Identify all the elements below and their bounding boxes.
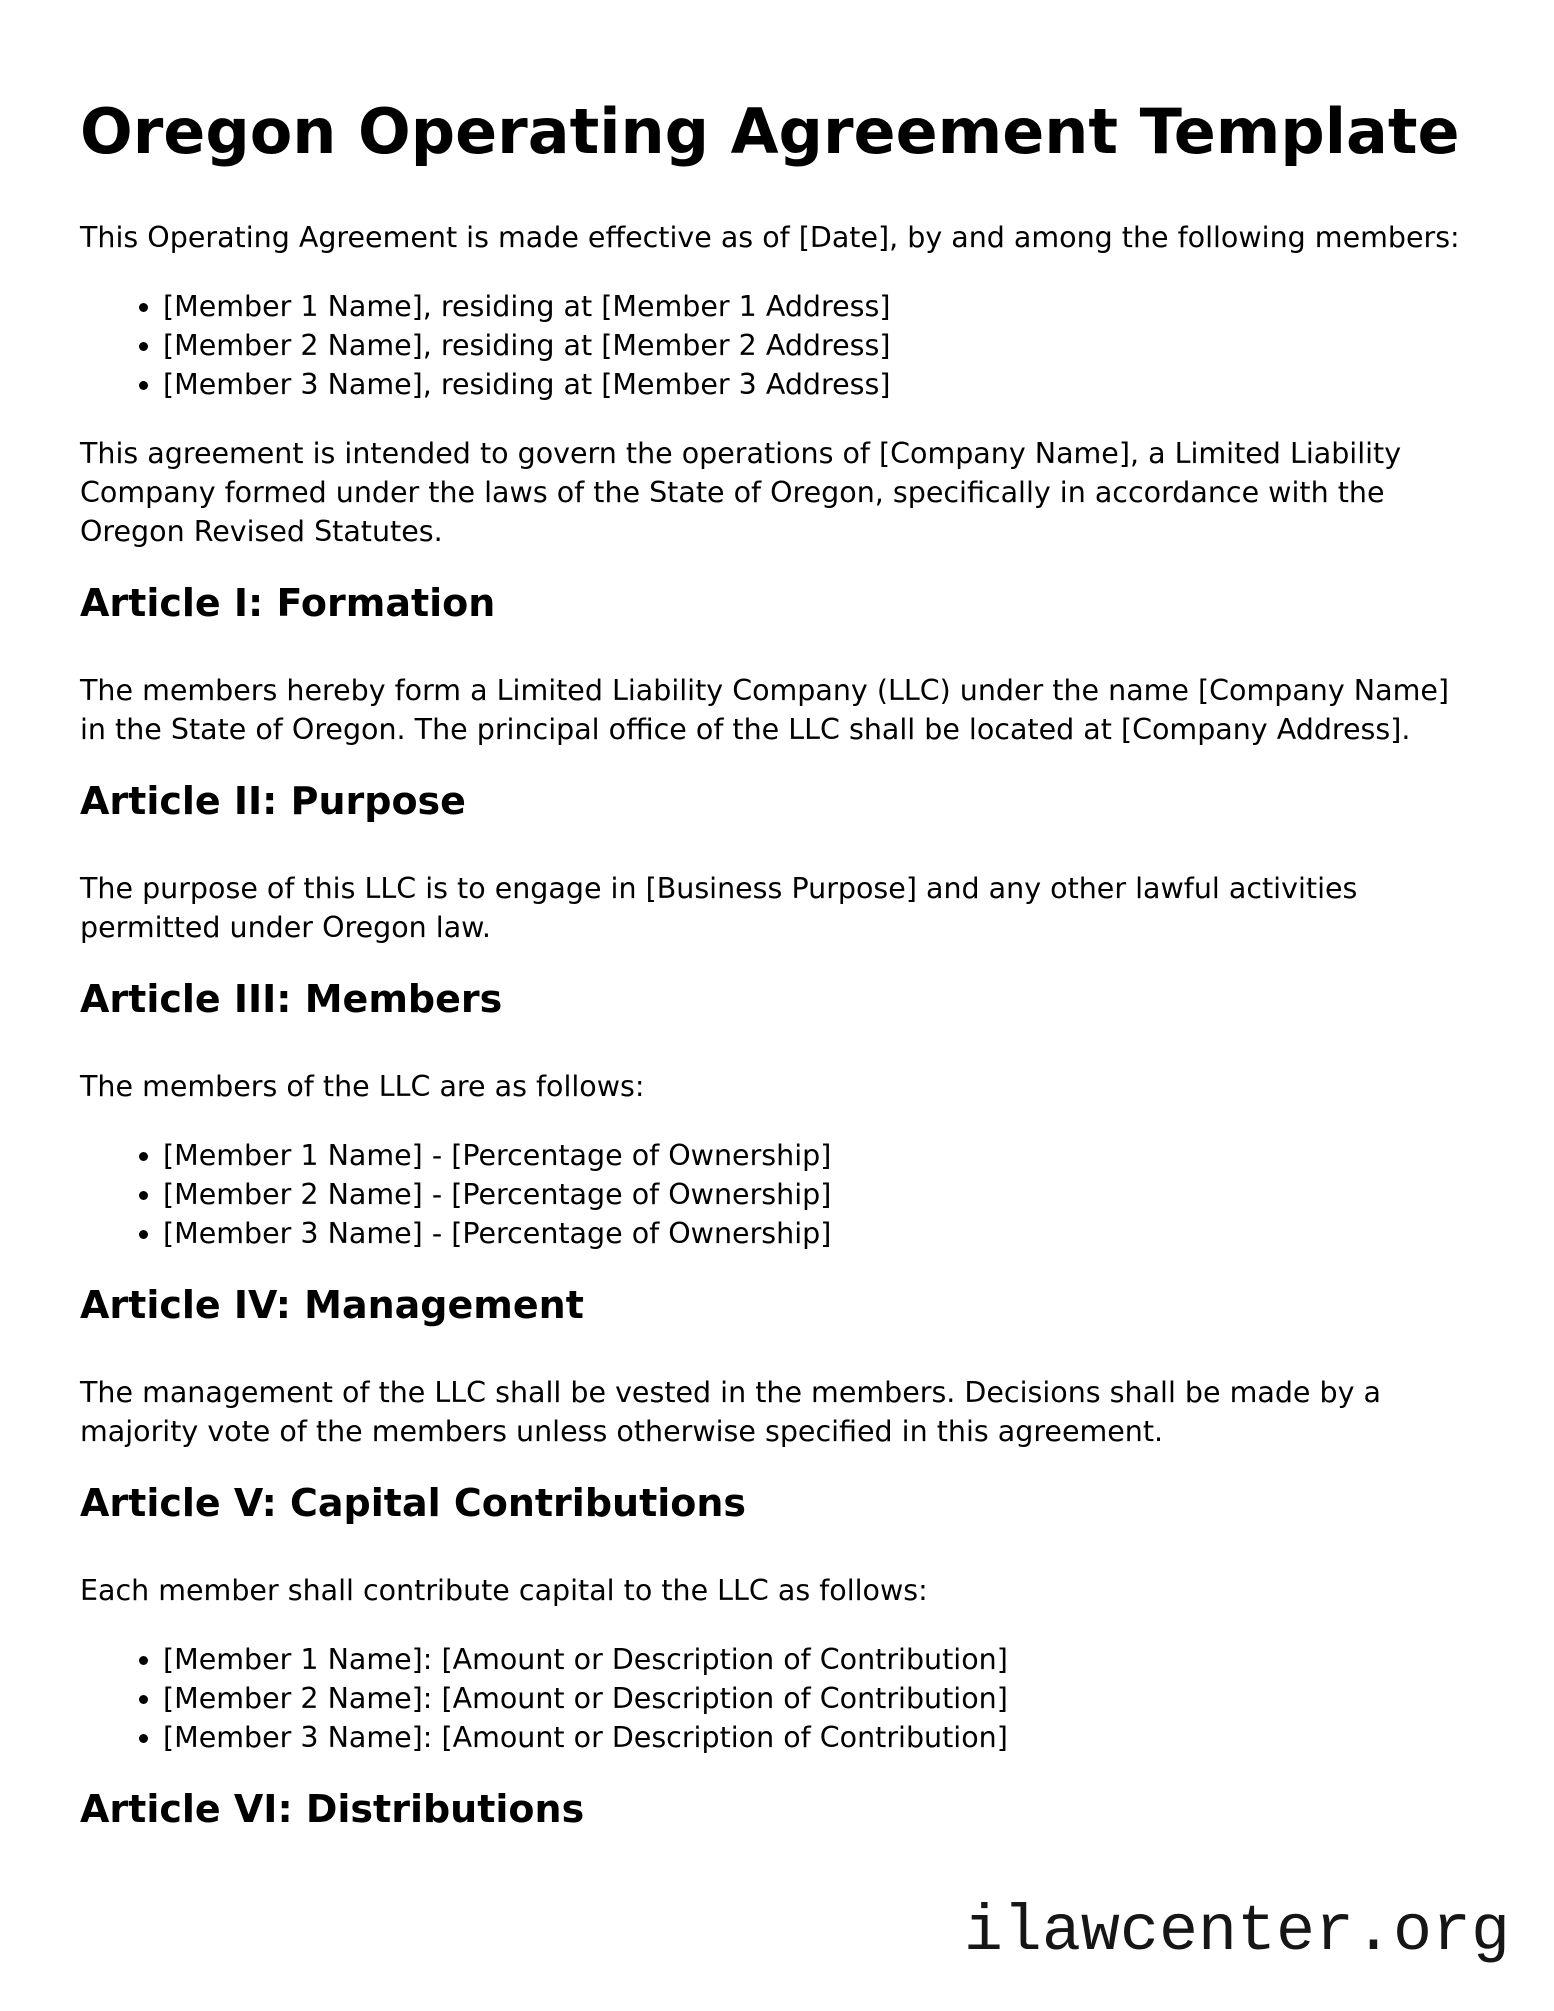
members-list [80, 287, 1478, 404]
contribution-list [80, 1640, 1478, 1757]
article-heading: Article I: Formation [80, 581, 496, 625]
list-item: • [Member 1 Name], residing at [Member 1 Address] [163, 287, 1478, 326]
list-item: • [Member 2 Name]: [Amount or Description of Contribution] [163, 1679, 1478, 1718]
list-item: • [Member 2 Name], residing at [Member 2 Address] [163, 326, 1478, 365]
article-purpose [80, 779, 1478, 947]
list-item: • [Member 1 Name]: [Amount or Description of Contribution] [163, 1640, 1478, 1679]
intro-paragraph: This Operating Agreement is made effective as of [Date], by and among the following members: [80, 221, 1460, 254]
list-item: • [Member 3 Name]: [Amount or Description of Contribution] [163, 1718, 1478, 1757]
article-paragraph: The purpose of this LLC is to engage in [Business Purpose] and any other lawful activities permitted under Oregon law. [80, 872, 1358, 944]
article-heading: Article VI: Distributions [80, 1787, 585, 1831]
list-item: • [Member 2 Name] - [Percentage of Ownership] [163, 1175, 1478, 1214]
article-heading: Article III: Members [80, 977, 503, 1021]
article-members [80, 977, 1478, 1253]
article-heading: Article II: Purpose [80, 779, 466, 823]
watermark: ilawcenter.org [963, 1895, 1510, 1969]
article-capital-contributions [80, 1481, 1478, 1757]
article-paragraph: The members of the LLC are as follows: [80, 1070, 645, 1103]
article-distributions [80, 1787, 1478, 1831]
article-paragraph: Each member shall contribute capital to the LLC as follows: [80, 1574, 928, 1607]
list-item: • [Member 3 Name], residing at [Member 3 Address] [163, 365, 1478, 404]
article-paragraph: The management of the LLC shall be vested in the members. Decisions shall be made by a majority vote of the members unless otherwise specified in this agreement. [80, 1376, 1382, 1448]
article-paragraph: The members hereby form a Limited Liability Company (LLC) under the name [Company Name] in the State of Oregon. The principal office of the LLC shall be located at [Company Address]. [80, 674, 1449, 746]
article-management [80, 1283, 1478, 1451]
list-item: • [Member 3 Name] - [Percentage of Ownership] [163, 1214, 1478, 1253]
article-heading: Article IV: Management [80, 1283, 584, 1327]
ownership-list [80, 1136, 1478, 1253]
document-title: Oregon Operating Agreement Template [80, 95, 1460, 168]
governing-paragraph: This agreement is intended to govern the operations of [Company Name], a Limited Liability Company formed under the laws of the State of Oregon, specifically in accordance with the Oregon Revised Statutes. [80, 437, 1402, 548]
article-heading: Article V: Capital Contributions [80, 1481, 747, 1525]
list-item: • [Member 1 Name] - [Percentage of Ownership] [163, 1136, 1478, 1175]
article-formation [80, 581, 1478, 749]
